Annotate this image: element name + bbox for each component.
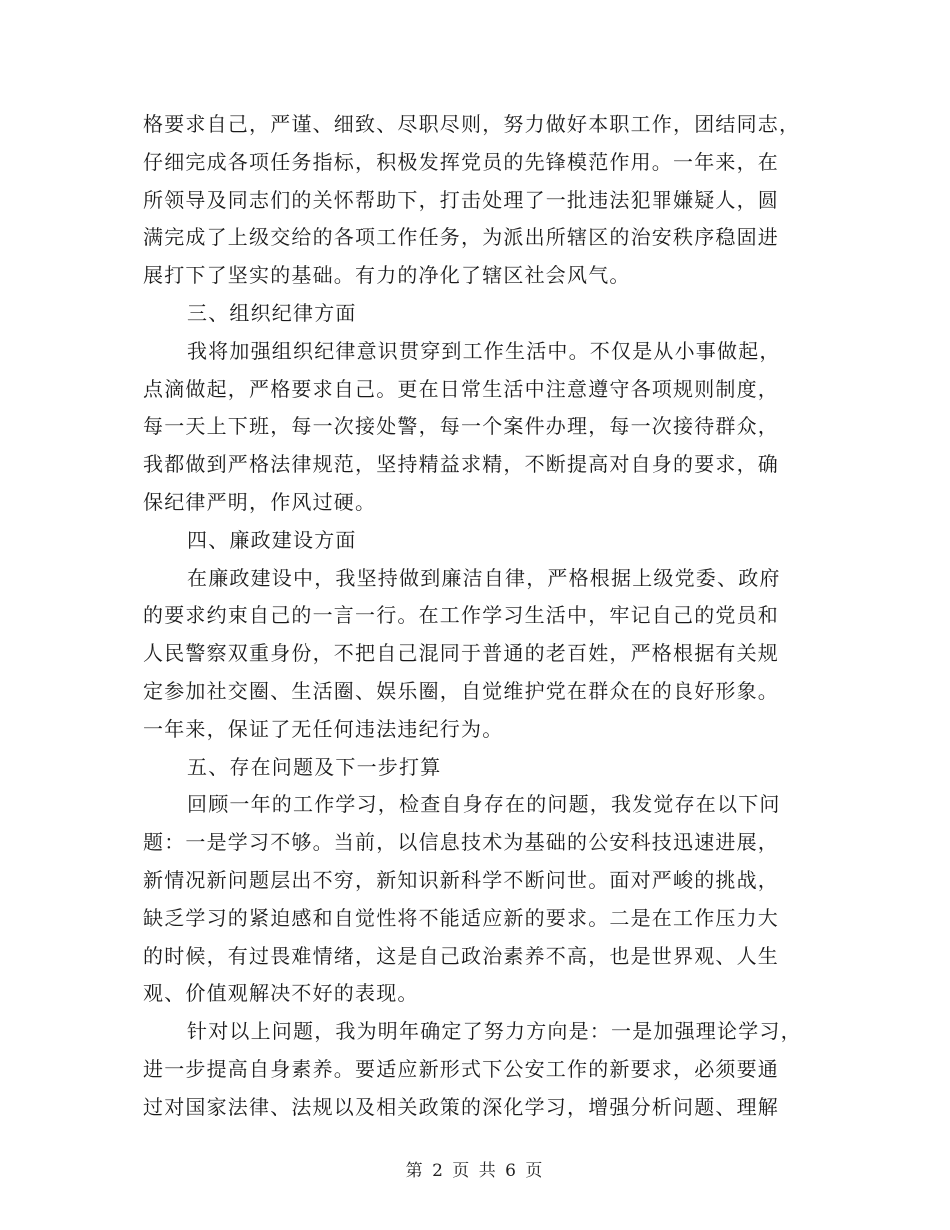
text-line: 三、组织纪律方面	[187, 300, 357, 325]
text-line: 定参加社交圈、生活圈、娱乐圈，自觉维护党在群众在的良好形象。	[143, 678, 779, 703]
footer-prefix: 第	[405, 1161, 425, 1181]
footer-suffix: 页	[525, 1161, 545, 1181]
text-line: 满完成了上级交给的各项工作任务，为派出所辖区的治安秩序稳固进	[143, 225, 779, 250]
text-line: 四、廉政建设方面	[187, 527, 357, 552]
text-line: 一年来，保证了无任何违法违纪行为。	[143, 716, 504, 741]
text-line: 进一步提高自身素养。要适应新形式下公安工作的新要求，必须要通	[143, 1056, 779, 1081]
text-line: 过对国家法律、法规以及相关政策的深化学习，增强分析问题、理解	[143, 1094, 779, 1119]
text-line: 题：一是学习不够。当前，以信息技术为基础的公安科技迅速进展，	[143, 830, 779, 855]
text-line: 针对以上问题，我为明年确定了努力方向是：一是加强理论学习，	[187, 1019, 802, 1044]
text-line: 新情况新问题层出不穷，新知识新科学不断问世。面对严峻的挑战，	[143, 867, 779, 892]
text-line: 展打下了坚实的基础。有力的净化了辖区社会风气。	[143, 263, 631, 288]
text-line: 回顾一年的工作学习，检查自身存在的问题，我发觉存在以下问	[187, 792, 781, 817]
text-line: 我将加强组织纪律意识贯穿到工作生活中。不仅是从小事做起，	[187, 338, 781, 363]
footer-middle: 页 共	[452, 1161, 498, 1181]
text-line: 观、价值观解决不好的表现。	[143, 981, 419, 1006]
footer-total-pages: 6	[505, 1161, 518, 1181]
text-line: 仔细完成各项任务指标，积极发挥党员的先锋模范作用。一年来，在	[143, 149, 779, 174]
text-line: 我都做到严格法律规范，坚持精益求精，不断提高对自身的要求，确	[143, 452, 779, 477]
text-line: 的时候，有过畏难情绪，这是自己政治素养不高，也是世界观、人生	[143, 943, 779, 968]
text-line: 点滴做起，严格要求自己。更在日常生活中注意遵守各项规则制度，	[143, 376, 779, 401]
text-line: 五、存在问题及下一步打算	[187, 754, 442, 779]
text-line: 的要求约束自己的一言一行。在工作学习生活中，牢记自己的党员和	[143, 603, 779, 628]
text-line: 人民警察双重身份，不把自己混同于普通的老百姓，严格根据有关规	[143, 641, 779, 666]
page-footer	[0, 1156, 950, 1181]
text-line: 缺乏学习的紧迫感和自觉性将不能适应新的要求。二是在工作压力大	[143, 905, 779, 930]
text-line: 所领导及同志们的关怀帮助下，打击处理了一批违法犯罪嫌疑人，圆	[143, 187, 779, 212]
text-line: 格要求自己，严谨、细致、尽职尽则，努力做好本职工作，团结同志，	[143, 112, 801, 136]
document-body	[143, 106, 808, 1127]
text-line: 每一天上下班，每一次接处警，每一个案件办理，每一次接待群众，	[143, 414, 779, 439]
text-line: 保纪律严明，作风过硬。	[143, 489, 377, 514]
text-line: 在廉政建设中，我坚持做到廉洁自律，严格根据上级党委、政府	[187, 565, 781, 590]
footer-page-number: 2	[432, 1161, 445, 1181]
